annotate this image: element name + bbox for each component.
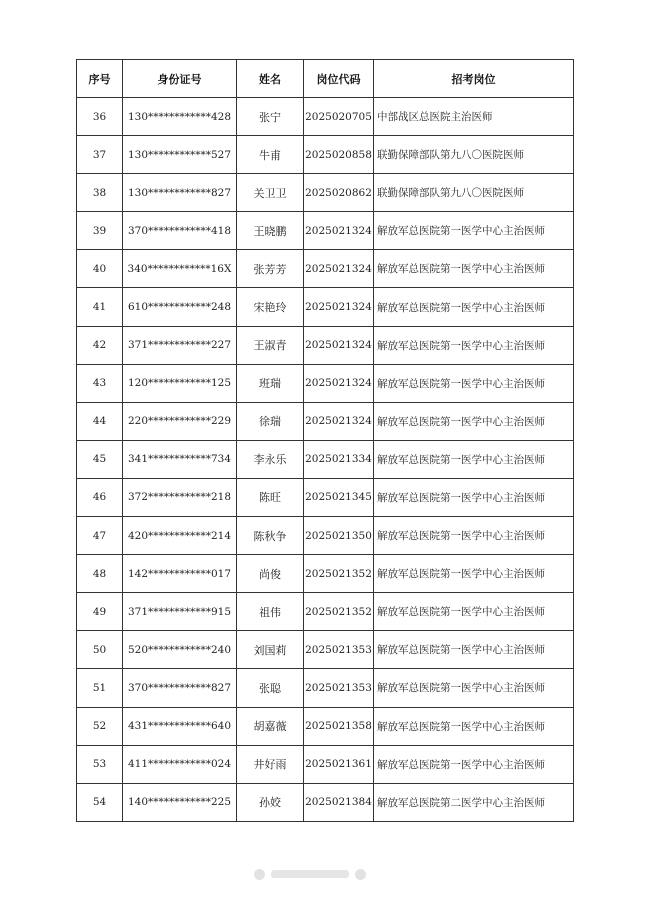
cell-position-code: 2025021352 — [304, 593, 374, 631]
cell-id-number: 411************024 — [123, 745, 237, 783]
table-row — [77, 98, 574, 136]
watermark-dot-icon — [355, 869, 366, 880]
cell-position-code: 2025020858 — [304, 136, 374, 174]
cell-no: 50 — [77, 631, 123, 669]
table-row — [77, 745, 574, 783]
header-name: 姓名 — [237, 60, 304, 98]
watermark-handle-blur — [271, 870, 349, 878]
cell-id-number: 130************827 — [123, 174, 237, 212]
cell-position: 解放军总医院第一医学中心主治医师 — [374, 440, 574, 478]
cell-position: 解放军总医院第一医学中心主治医师 — [374, 517, 574, 555]
cell-id-number: 371************227 — [123, 326, 237, 364]
table-row — [77, 174, 574, 212]
cell-position-code: 2025021352 — [304, 555, 374, 593]
table-row — [77, 593, 574, 631]
table-row — [77, 212, 574, 250]
cell-no: 39 — [77, 212, 123, 250]
cell-position-code: 2025021353 — [304, 631, 374, 669]
cell-name: 张宁 — [237, 98, 304, 136]
table-row — [77, 478, 574, 516]
cell-name: 张聪 — [237, 669, 304, 707]
cell-name: 井好雨 — [237, 745, 304, 783]
cell-no: 54 — [77, 783, 123, 821]
cell-position-code: 2025021384 — [304, 783, 374, 821]
cell-no: 48 — [77, 555, 123, 593]
table-row — [77, 250, 574, 288]
cell-name: 陈秋争 — [237, 517, 304, 555]
cell-position-code: 2025020862 — [304, 174, 374, 212]
table-row — [77, 517, 574, 555]
header-id-number: 身份证号 — [123, 60, 237, 98]
cell-id-number: 520************240 — [123, 631, 237, 669]
table-header-row — [77, 60, 574, 98]
cell-name: 王晓鹏 — [237, 212, 304, 250]
cell-position-code: 2025021361 — [304, 745, 374, 783]
cell-id-number: 431************640 — [123, 707, 237, 745]
cell-position: 解放军总医院第二医学中心主治医师 — [374, 783, 574, 821]
cell-name: 牛甫 — [237, 136, 304, 174]
cell-position: 解放军总医院第一医学中心主治医师 — [374, 745, 574, 783]
table-row — [77, 440, 574, 478]
cell-no: 43 — [77, 364, 123, 402]
cell-id-number: 140************225 — [123, 783, 237, 821]
cell-id-number: 341************734 — [123, 440, 237, 478]
cell-id-number: 142************017 — [123, 555, 237, 593]
cell-position: 解放军总医院第一医学中心主治医师 — [374, 402, 574, 440]
table-row — [77, 364, 574, 402]
cell-name: 孙姣 — [237, 783, 304, 821]
cell-id-number: 370************827 — [123, 669, 237, 707]
cell-name: 祖伟 — [237, 593, 304, 631]
cell-position: 解放军总医院第一医学中心主治医师 — [374, 707, 574, 745]
cell-name: 班瑞 — [237, 364, 304, 402]
cell-id-number: 130************428 — [123, 98, 237, 136]
cell-position: 解放军总医院第一医学中心主治医师 — [374, 669, 574, 707]
cell-no: 47 — [77, 517, 123, 555]
cell-id-number: 130************527 — [123, 136, 237, 174]
cell-position-code: 2025021324 — [304, 212, 374, 250]
cell-position-code: 2025021353 — [304, 669, 374, 707]
candidate-table — [76, 59, 574, 822]
cell-no: 46 — [77, 478, 123, 516]
cell-no: 37 — [77, 136, 123, 174]
cell-id-number: 371************915 — [123, 593, 237, 631]
weibo-watermark — [254, 866, 394, 882]
cell-id-number: 340************16X — [123, 250, 237, 288]
cell-no: 38 — [77, 174, 123, 212]
cell-name: 尚俊 — [237, 555, 304, 593]
cell-no: 41 — [77, 288, 123, 326]
table-row — [77, 326, 574, 364]
cell-name: 关卫卫 — [237, 174, 304, 212]
cell-no: 51 — [77, 669, 123, 707]
table-row — [77, 631, 574, 669]
cell-position-code: 2025021324 — [304, 402, 374, 440]
cell-id-number: 220************229 — [123, 402, 237, 440]
cell-position-code: 2025021324 — [304, 326, 374, 364]
cell-name: 胡嘉薇 — [237, 707, 304, 745]
cell-position: 解放军总医院第一医学中心主治医师 — [374, 212, 574, 250]
cell-no: 45 — [77, 440, 123, 478]
cell-position: 解放军总医院第一医学中心主治医师 — [374, 326, 574, 364]
cell-position: 解放军总医院第一医学中心主治医师 — [374, 593, 574, 631]
cell-no: 44 — [77, 402, 123, 440]
table-body — [77, 98, 574, 822]
header-no: 序号 — [77, 60, 123, 98]
cell-position-code: 2025021350 — [304, 517, 374, 555]
cell-position: 解放军总医院第一医学中心主治医师 — [374, 250, 574, 288]
cell-position: 解放军总医院第一医学中心主治医师 — [374, 555, 574, 593]
table-row — [77, 555, 574, 593]
cell-name: 陈旺 — [237, 478, 304, 516]
cell-name: 李永乐 — [237, 440, 304, 478]
cell-id-number: 420************214 — [123, 517, 237, 555]
cell-name: 王淑青 — [237, 326, 304, 364]
cell-position-code: 2025021324 — [304, 288, 374, 326]
cell-id-number: 370************418 — [123, 212, 237, 250]
table-row — [77, 707, 574, 745]
table-row — [77, 136, 574, 174]
cell-name: 张芳芳 — [237, 250, 304, 288]
cell-no: 42 — [77, 326, 123, 364]
cell-name: 徐瑞 — [237, 402, 304, 440]
cell-position: 解放军总医院第一医学中心主治医师 — [374, 364, 574, 402]
cell-position-code: 2025021358 — [304, 707, 374, 745]
cell-position: 联勤保障部队第九八〇医院医师 — [374, 136, 574, 174]
cell-id-number: 610************248 — [123, 288, 237, 326]
cell-id-number: 372************218 — [123, 478, 237, 516]
cell-no: 36 — [77, 98, 123, 136]
header-position: 招考岗位 — [374, 60, 574, 98]
cell-position: 解放军总医院第一医学中心主治医师 — [374, 631, 574, 669]
cell-no: 53 — [77, 745, 123, 783]
table-row — [77, 288, 574, 326]
cell-position-code: 2025021334 — [304, 440, 374, 478]
cell-no: 49 — [77, 593, 123, 631]
cell-position-code: 2025021345 — [304, 478, 374, 516]
cell-id-number: 120************125 — [123, 364, 237, 402]
cell-position: 中部战区总医院主治医师 — [374, 98, 574, 136]
cell-name: 刘国莉 — [237, 631, 304, 669]
weibo-logo-icon — [254, 869, 265, 880]
cell-position: 联勤保障部队第九八〇医院医师 — [374, 174, 574, 212]
cell-position-code: 2025020705 — [304, 98, 374, 136]
cell-position: 解放军总医院第一医学中心主治医师 — [374, 288, 574, 326]
table-row — [77, 402, 574, 440]
cell-name: 宋艳玲 — [237, 288, 304, 326]
cell-position-code: 2025021324 — [304, 250, 374, 288]
cell-no: 52 — [77, 707, 123, 745]
table-row — [77, 783, 574, 821]
header-position-code: 岗位代码 — [304, 60, 374, 98]
table-row — [77, 669, 574, 707]
cell-position-code: 2025021324 — [304, 364, 374, 402]
cell-position: 解放军总医院第一医学中心主治医师 — [374, 478, 574, 516]
cell-no: 40 — [77, 250, 123, 288]
